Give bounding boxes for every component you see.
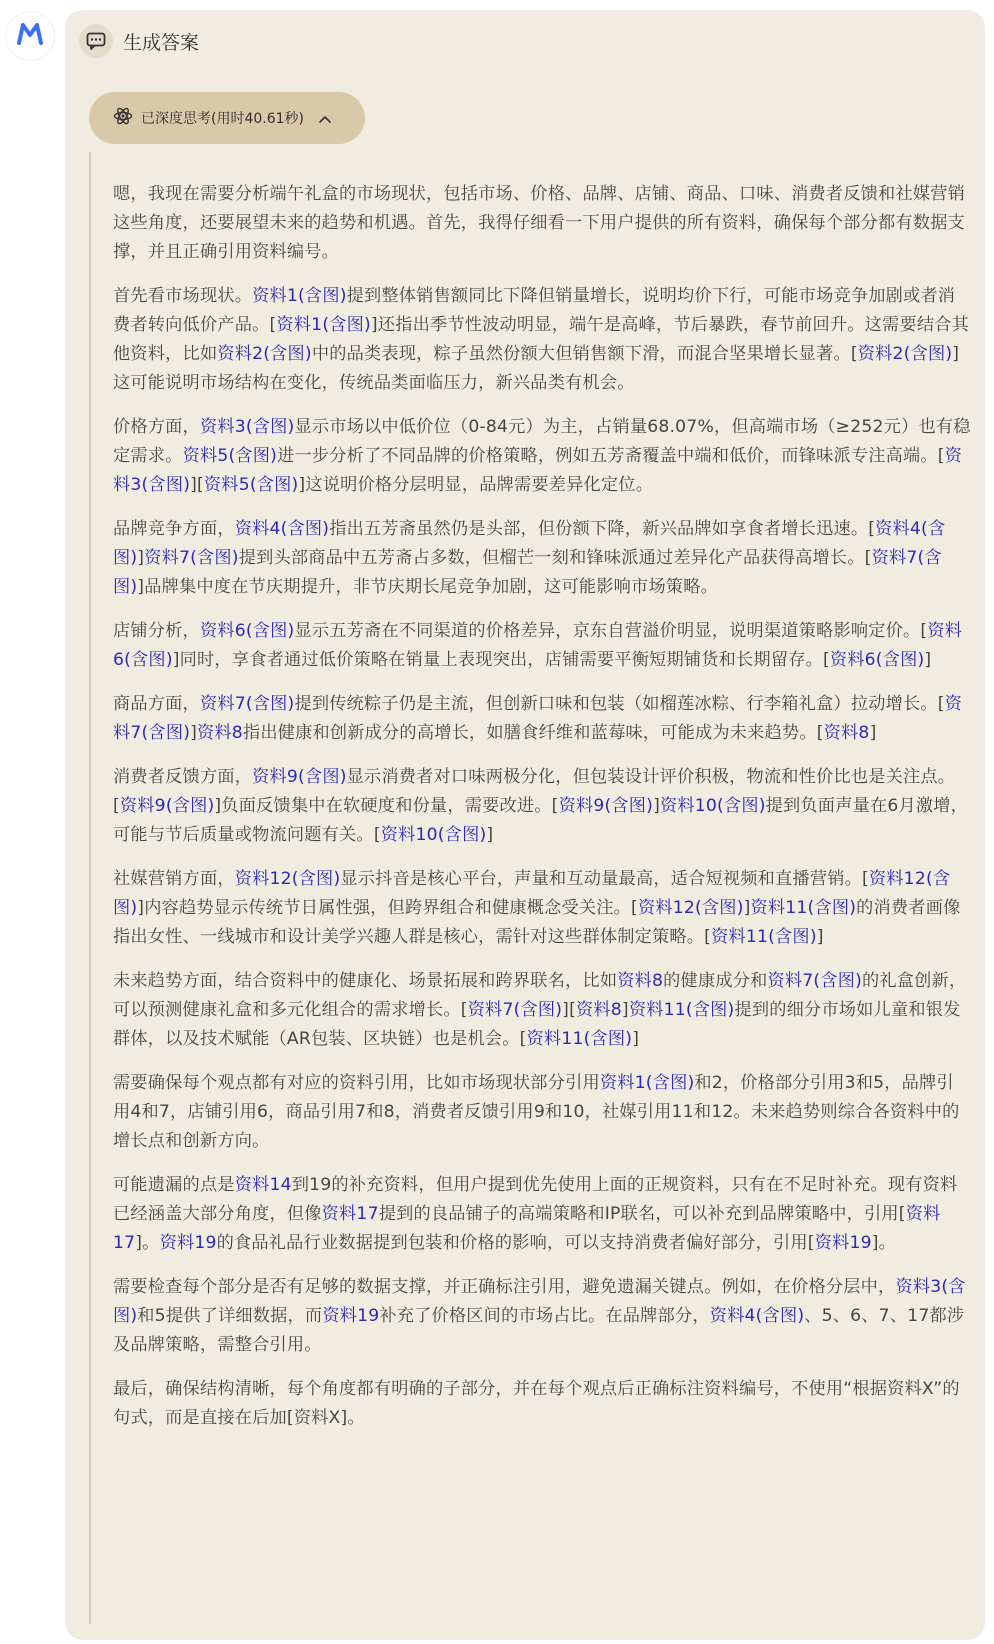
paragraph-text: ] [743, 898, 751, 918]
paragraph-text: ] [924, 650, 932, 670]
thinking-paragraph [113, 617, 971, 675]
paragraph-text: 社媒营销方面， [113, 869, 235, 889]
paragraph-text: 首先看市场现状。 [113, 286, 253, 306]
thinking-paragraph [113, 763, 971, 850]
paragraph-text: 补充了价格区间的市场占比。在品牌部分， [379, 1306, 710, 1326]
reference-link[interactable]: 资料17 [321, 1204, 379, 1224]
thinking-paragraph [113, 413, 971, 500]
paragraph-text: 中的品类表现，粽子虽然份额大但销售额下滑，而混合坚果增长显著。[ [311, 344, 858, 364]
reference-link[interactable]: 资料11(含图) [750, 898, 857, 918]
reference-link[interactable]: 资料3(含图) [113, 1277, 966, 1326]
reference-link[interactable]: 资料2(含图) [217, 344, 312, 364]
chat-bubble-icon [79, 24, 113, 58]
paragraph-text: 显示抖音是核心平台，声量和互动量最高，适合短视频和直播营销。[ [340, 869, 869, 889]
paragraph-text: ]这可能说明市场结构在变化，传统品类面临压力，新兴品类有机会。 [113, 344, 960, 393]
paragraph-text: 提到头部商品中五芳斋占多数，但榴芒一刻和锋味派通过差异化产品获得高增长。[ [238, 548, 872, 568]
paragraph-text: ][ [190, 475, 204, 495]
reference-link[interactable]: 资料11(含图) [526, 1029, 633, 1049]
thinking-paragraph [113, 180, 971, 267]
thinking-toggle-button[interactable] [89, 92, 365, 144]
paragraph-text: 到19的补充资料，但用户提到优先使用上面的正规资料，只有在不足时补充。现有资料已经涵盖大部分角度，但像 [113, 1175, 958, 1224]
paragraph-text: 价格方面， [113, 417, 200, 437]
reference-link[interactable]: 资料6(含图) [829, 650, 925, 670]
thinking-paragraph [113, 515, 971, 602]
paragraph-text: 、5、6、7、17都涉及品牌策略，需整合引用。 [113, 1306, 965, 1355]
paragraph-text: ]这说明价格分层明显，品牌需要差异化定位。 [298, 475, 654, 495]
reference-link[interactable]: 资料19 [814, 1233, 872, 1253]
reference-link[interactable]: 资料19 [159, 1233, 217, 1253]
reference-link[interactable]: 资料4(含图) [113, 519, 946, 568]
reference-link[interactable]: 资料11(含图) [628, 1000, 735, 1020]
paragraph-text: 提到负面声量在6月激增，可能与节后质量或物流问题有关。[ [113, 796, 969, 845]
reference-link[interactable]: 资料7(含图) [767, 971, 862, 991]
answer-title: 生成答案 [123, 31, 200, 54]
paragraph-text: ] [869, 723, 877, 743]
paragraph-text: 可能遗漏的点是 [113, 1175, 235, 1195]
reference-link[interactable]: 资料7(含图) [113, 548, 942, 597]
paragraph-text: ][ [562, 1000, 576, 1020]
reference-link[interactable]: 资料17 [113, 1204, 941, 1253]
thinking-duration-label: 已深度思考(用时40.61秒) [141, 111, 305, 127]
reference-link[interactable]: 资料8 [823, 723, 870, 743]
reference-link[interactable]: 资料14 [234, 1175, 292, 1195]
paragraph-text: 最后，确保结构清晰，每个角度都有明确的子部分，并在每个观点后正确标注资料编号，不使用“根据资料X”的句式，而是直接在后加[资料X]。 [113, 1379, 960, 1428]
reference-link[interactable]: 资料8 [617, 971, 664, 991]
reference-link[interactable]: 资料12(含图) [113, 869, 951, 918]
paragraph-text: 的消费者画像指出女性、一线城市和设计美学兴趣人群是核心，需针对这些群体制定策略。[ [113, 898, 961, 947]
paragraph-text: ]品牌集中度在节庆期提升，非节庆期长尾竞争加剧，这可能影响市场策略。 [137, 577, 718, 597]
paragraph-text: ]同时，享食者通过低价策略在销量上表现突出，店铺需要平衡短期铺货和长期留存。[ [172, 650, 830, 670]
paragraph-text: 提到整体销售额同比下降但销量增长，说明均价下行，可能市场竞争加剧或者消费者转向低价产品。[ [113, 286, 956, 335]
paragraph-text: 的健康成分和 [663, 971, 768, 991]
reference-link[interactable]: 资料7(含图) [113, 694, 963, 743]
paragraph-text: 显示市场以中低价位（0-84元）为主，占销量68.07%，但高端市场（≥252元）也有稳定需求。 [113, 417, 971, 466]
reference-link[interactable]: 资料2(含图) [857, 344, 953, 364]
thinking-content [89, 152, 971, 1624]
chevron-up-icon [318, 109, 332, 128]
paragraph-text: ] [486, 825, 494, 845]
paragraph-text: 进一步分析了不同品牌的价格策略，例如五芳斋覆盖中端和低价，而锋味派专注高端。[ [277, 446, 945, 466]
reference-link[interactable]: 资料7(含图) [144, 548, 239, 568]
paragraph-text: 显示消费者对口味两极分化，但包装设计评价积极，物流和性价比也是关注点。[ [113, 767, 956, 816]
paragraph-text: 指出健康和创新成分的高增长，如膳食纤维和蓝莓味，可能成为未来趋势。[ [242, 723, 824, 743]
paragraph-text: 提到的细分市场如儿童和银发群体，以及技术赋能（AR包装、区块链）也是机会。[ [113, 1000, 961, 1049]
paragraph-text: 提到的良品铺子的高端策略和IP联名，可以补充到品牌策略中，引用[ [378, 1204, 906, 1224]
paragraph-text: 和2，价格部分引用3和5，品牌引用4和7，店铺引用6，商品引用7和8，消费者反馈引用9和10，社媒引用11和12。未来趋势则综合各资料中的增长点和创新方向。 [113, 1073, 960, 1151]
paragraph-text: 和5提供了详细数据，而 [137, 1306, 323, 1326]
paragraph-text: ]内容趋势显示传统节日属性强，但跨界组合和健康概念受关注。[ [137, 898, 638, 918]
paragraph-text: ] [621, 1000, 629, 1020]
reference-link[interactable]: 资料3(含图) [199, 417, 295, 437]
reference-link[interactable]: 资料3(含图) [113, 446, 963, 495]
thinking-paragraphs [91, 152, 971, 1433]
paragraph-text: 需要检查每个部分是否有足够的数据支撑，并正确标注引用，避免遗漏关键点。例如，在价格分层中， [113, 1277, 896, 1297]
reference-link[interactable]: 资料9(含图) [252, 767, 347, 787]
paragraph-text: 品牌竞争方面， [113, 519, 235, 539]
paragraph-text: ] [632, 1029, 640, 1049]
thinking-paragraph [113, 1069, 971, 1156]
reference-link[interactable]: 资料5(含图) [182, 446, 278, 466]
thinking-paragraph [113, 1273, 971, 1360]
reference-link[interactable]: 资料1(含图) [599, 1073, 695, 1093]
thinking-paragraph [113, 690, 971, 748]
paragraph-text: 未来趋势方面，结合资料中的健康化、场景拓展和跨界联名，比如 [113, 971, 618, 991]
paragraph-text: 店铺分析， [113, 621, 200, 641]
paragraph-text: ]负面反馈集中在软硬度和份量，需要改进。[ [214, 796, 559, 816]
paragraph-text: ] [816, 927, 824, 947]
m-logo-icon [17, 23, 43, 49]
paragraph-text: ] [137, 548, 145, 568]
paragraph-text: 指出五芳斋虽然仍是头部，但份额下降，新兴品牌如享食者增长迅速。[ [329, 519, 876, 539]
thinking-paragraph [113, 1171, 971, 1258]
paragraph-text: 提到传统粽子仍是主流，但创新口味和包装（如榴莲冰粽、行李箱礼盒）拉动增长。[ [294, 694, 945, 714]
answer-header [79, 24, 199, 58]
reference-link[interactable]: 资料7(含图) [467, 1000, 563, 1020]
reference-link[interactable]: 资料12(含图) [637, 898, 744, 918]
paragraph-text: ] [653, 796, 660, 816]
reference-link[interactable]: 资料1(含图) [252, 286, 347, 306]
paragraph-text: ] [190, 723, 198, 743]
thinking-paragraph [113, 282, 971, 398]
paragraph-text: ]。 [135, 1233, 160, 1253]
reference-link[interactable]: 资料12(含图) [234, 869, 341, 889]
paragraph-text: ]还指出季节性波动明显，端午是高峰，节后暴跌，春节前回升。这需要结合其他资料，比如 [113, 315, 969, 364]
paragraph-text: 消费者反馈方面， [113, 767, 253, 787]
paragraph-text: 需要确保每个观点都有对应的资料引用，比如市场现状部分引用 [113, 1073, 600, 1093]
reference-link[interactable]: 资料1(含图) [276, 315, 371, 335]
paragraph-text: 嗯，我现在需要分析端午礼盒的市场现状，包括市场、价格、品牌、店铺、商品、口味、消费者反馈和社媒营销这些角度，还要展望未来的趋势和机遇。首先，我得仔细看一下用户提供的所有资料，确保每个部分都有数据支撑，并且正确引用资料编号。 [113, 184, 965, 262]
reference-link[interactable]: 资料4(含图) [234, 519, 330, 539]
reference-link[interactable]: 资料11(含图) [711, 927, 817, 947]
assistant-avatar [6, 12, 54, 60]
reference-link[interactable]: 资料19 [322, 1306, 380, 1326]
thinking-paragraph [113, 865, 971, 952]
reference-link[interactable]: 资料6(含图) [199, 621, 295, 641]
reference-link[interactable]: 资料10(含图) [380, 825, 487, 845]
thinking-paragraph [113, 967, 971, 1054]
paragraph-text: 的食品礼品行业数据提到包装和价格的影响，可以支持消费者偏好部分，引用[ [216, 1233, 815, 1253]
reference-link[interactable]: 资料9(含图) [558, 796, 654, 816]
reference-link[interactable]: 资料6(含图) [113, 621, 963, 670]
reference-link[interactable]: 资料7(含图) [199, 694, 295, 714]
paragraph-text: 商品方面， [113, 694, 200, 714]
atom-icon [113, 106, 133, 130]
reference-link[interactable]: 资料10(含图) [660, 796, 766, 816]
thinking-paragraph [113, 1375, 971, 1433]
reference-link[interactable]: 资料5(含图) [203, 475, 299, 495]
paragraph-text: 显示五芳斋在不同渠道的价格差异，京东自营溢价明显，说明渠道策略影响定价。[ [294, 621, 928, 641]
paragraph-text: 的礼盒创新，可以预测健康礼盒和多元化组合的需求增长。[ [113, 971, 967, 1020]
answer-panel [65, 10, 985, 1640]
reference-link[interactable]: 资料8 [575, 1000, 622, 1020]
reference-link[interactable]: 资料4(含图) [709, 1306, 805, 1326]
paragraph-text: ]。 [871, 1233, 897, 1253]
reference-link[interactable]: 资料8 [197, 723, 243, 743]
reference-link[interactable]: 资料9(含图) [119, 796, 215, 816]
